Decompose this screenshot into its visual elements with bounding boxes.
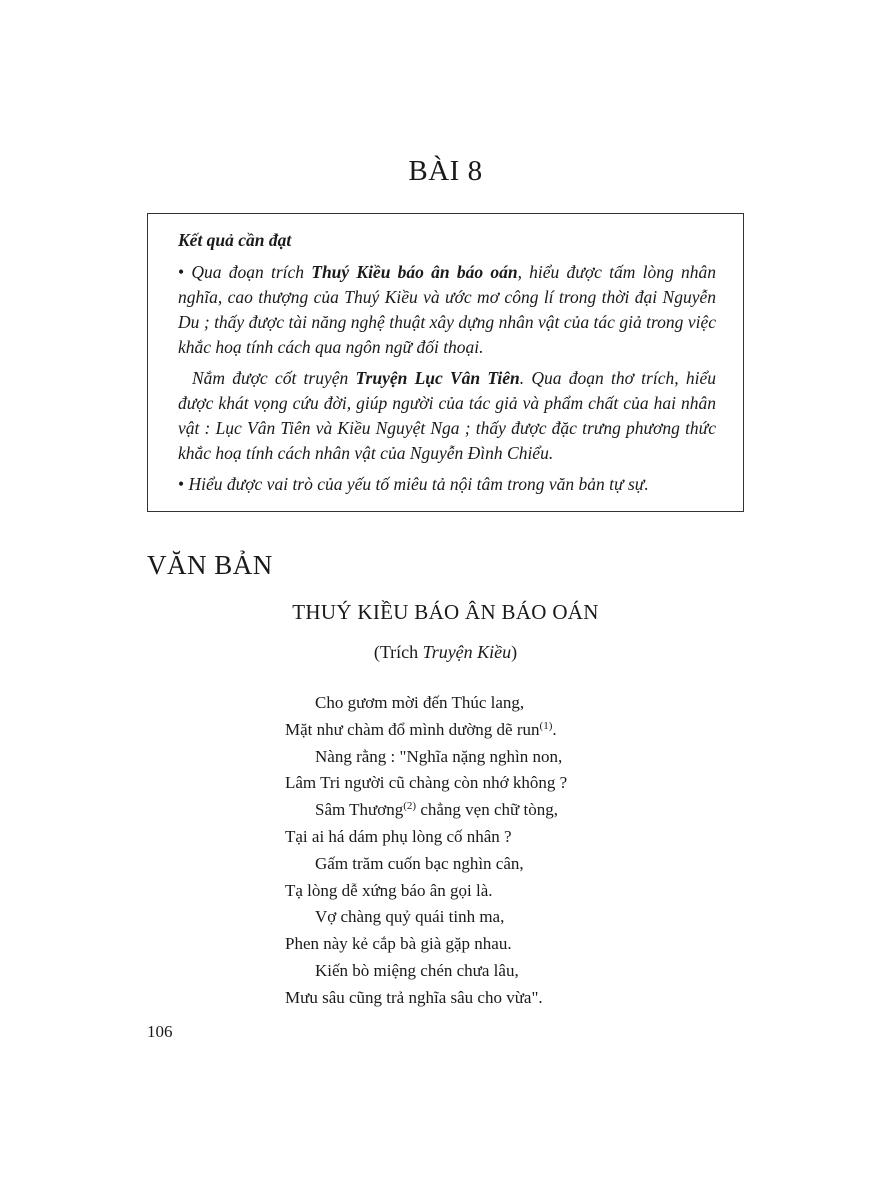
poem-line: Cho gươm mời đến Thúc lang, xyxy=(315,693,525,712)
poem-line: Phen này kẻ cắp bà già gặp nhau. xyxy=(285,934,512,954)
outcome-1-text-start: Qua đoạn trích xyxy=(184,262,312,282)
work-title-luc-van-tien: Truyện Lục Vân Tiên xyxy=(355,368,520,388)
source-prefix: (Trích xyxy=(373,642,423,662)
bullet-icon: • xyxy=(178,262,185,282)
outcome-1-text-end: , hiểu được tấm lòng nhân nghĩa, cao thượng của Thuý Kiều và ước mơ công lí trong thời đại Nguyễn Du ; thấy được tài năng nghệ thuật xây dựng nhân vật của tác giả trong việc khắc hoạ tính cách qua ngôn ngữ đối thoại. xyxy=(178,262,716,357)
outcome-paragraph-3 xyxy=(178,472,716,497)
outcome-2-text-start: Nắm được cốt truyện xyxy=(192,368,356,388)
learning-outcomes-box xyxy=(147,213,744,512)
poem-body xyxy=(285,690,705,1012)
poem-line: Tạ lòng dễ xứng báo ân gọi là. xyxy=(285,880,493,900)
poem-line: Gấm trăm cuốn bạc nghìn cân, xyxy=(315,853,524,873)
page-number: 106 xyxy=(147,1022,173,1041)
poem-line: Kiến bò miệng chén chưa lâu, xyxy=(315,960,519,980)
footnote-ref-2: (2) xyxy=(403,800,417,813)
poem-line: Lâm Tri người cũ chàng còn nhớ không ? xyxy=(285,773,568,793)
poem-title: THUÝ KIỀU BÁO ÂN BÁO OÁN xyxy=(292,600,599,624)
poem-line: Mưu sâu cũng trả nghĩa sâu cho vừa". xyxy=(285,987,543,1007)
poem-line-text: Sâm Thương xyxy=(315,800,404,820)
poem-line-text-end: chẳng vẹn chữ tòng, xyxy=(416,800,558,820)
outcome-3-text: Hiểu được vai trò của yếu tố miêu tả nội tâm trong văn bản tự sự. xyxy=(184,474,649,494)
poem-line: Nàng rằng : "Nghĩa nặng nghìn non, xyxy=(315,746,563,766)
outcome-2-text-end: . Qua đoạn thơ trích, hiểu được khát vọng cứu đời, giúp người của tác giả và phẩm chất của hai nhân vật : Lục Vân Tiên và Kiều Nguyệt Nga ; thấy được đặc trưng phương thức khắc hoạ tính cách nhân vật của Nguyễn Đình Chiểu. xyxy=(178,368,716,463)
footnote-ref-1: (1) xyxy=(539,719,553,732)
outcome-paragraph-2 xyxy=(178,366,716,466)
poem-line-text: Mặt như chàm đổ mình dường dẽ run xyxy=(285,719,540,739)
learning-outcomes-heading: Kết quả cần đạt xyxy=(178,230,292,250)
work-title-thuy-kieu: Thuý Kiều báo ân báo oán xyxy=(311,262,518,282)
lesson-title: BÀI 8 xyxy=(408,155,483,187)
outcome-paragraph-1 xyxy=(178,260,716,360)
poem-line xyxy=(285,717,705,744)
poem-line: Tại ai há dám phụ lòng cố nhân ? xyxy=(285,826,512,846)
source-suffix: ) xyxy=(511,642,518,662)
section-title: VĂN BẢN xyxy=(147,550,273,580)
poem-line xyxy=(285,797,705,824)
poem-line-end: . xyxy=(552,719,557,739)
bullet-icon: • xyxy=(178,474,185,494)
source-work-title: Truyện Kiều xyxy=(422,642,512,662)
poem-line: Vợ chàng quỷ quái tinh ma, xyxy=(315,907,505,927)
poem-source xyxy=(0,642,891,663)
